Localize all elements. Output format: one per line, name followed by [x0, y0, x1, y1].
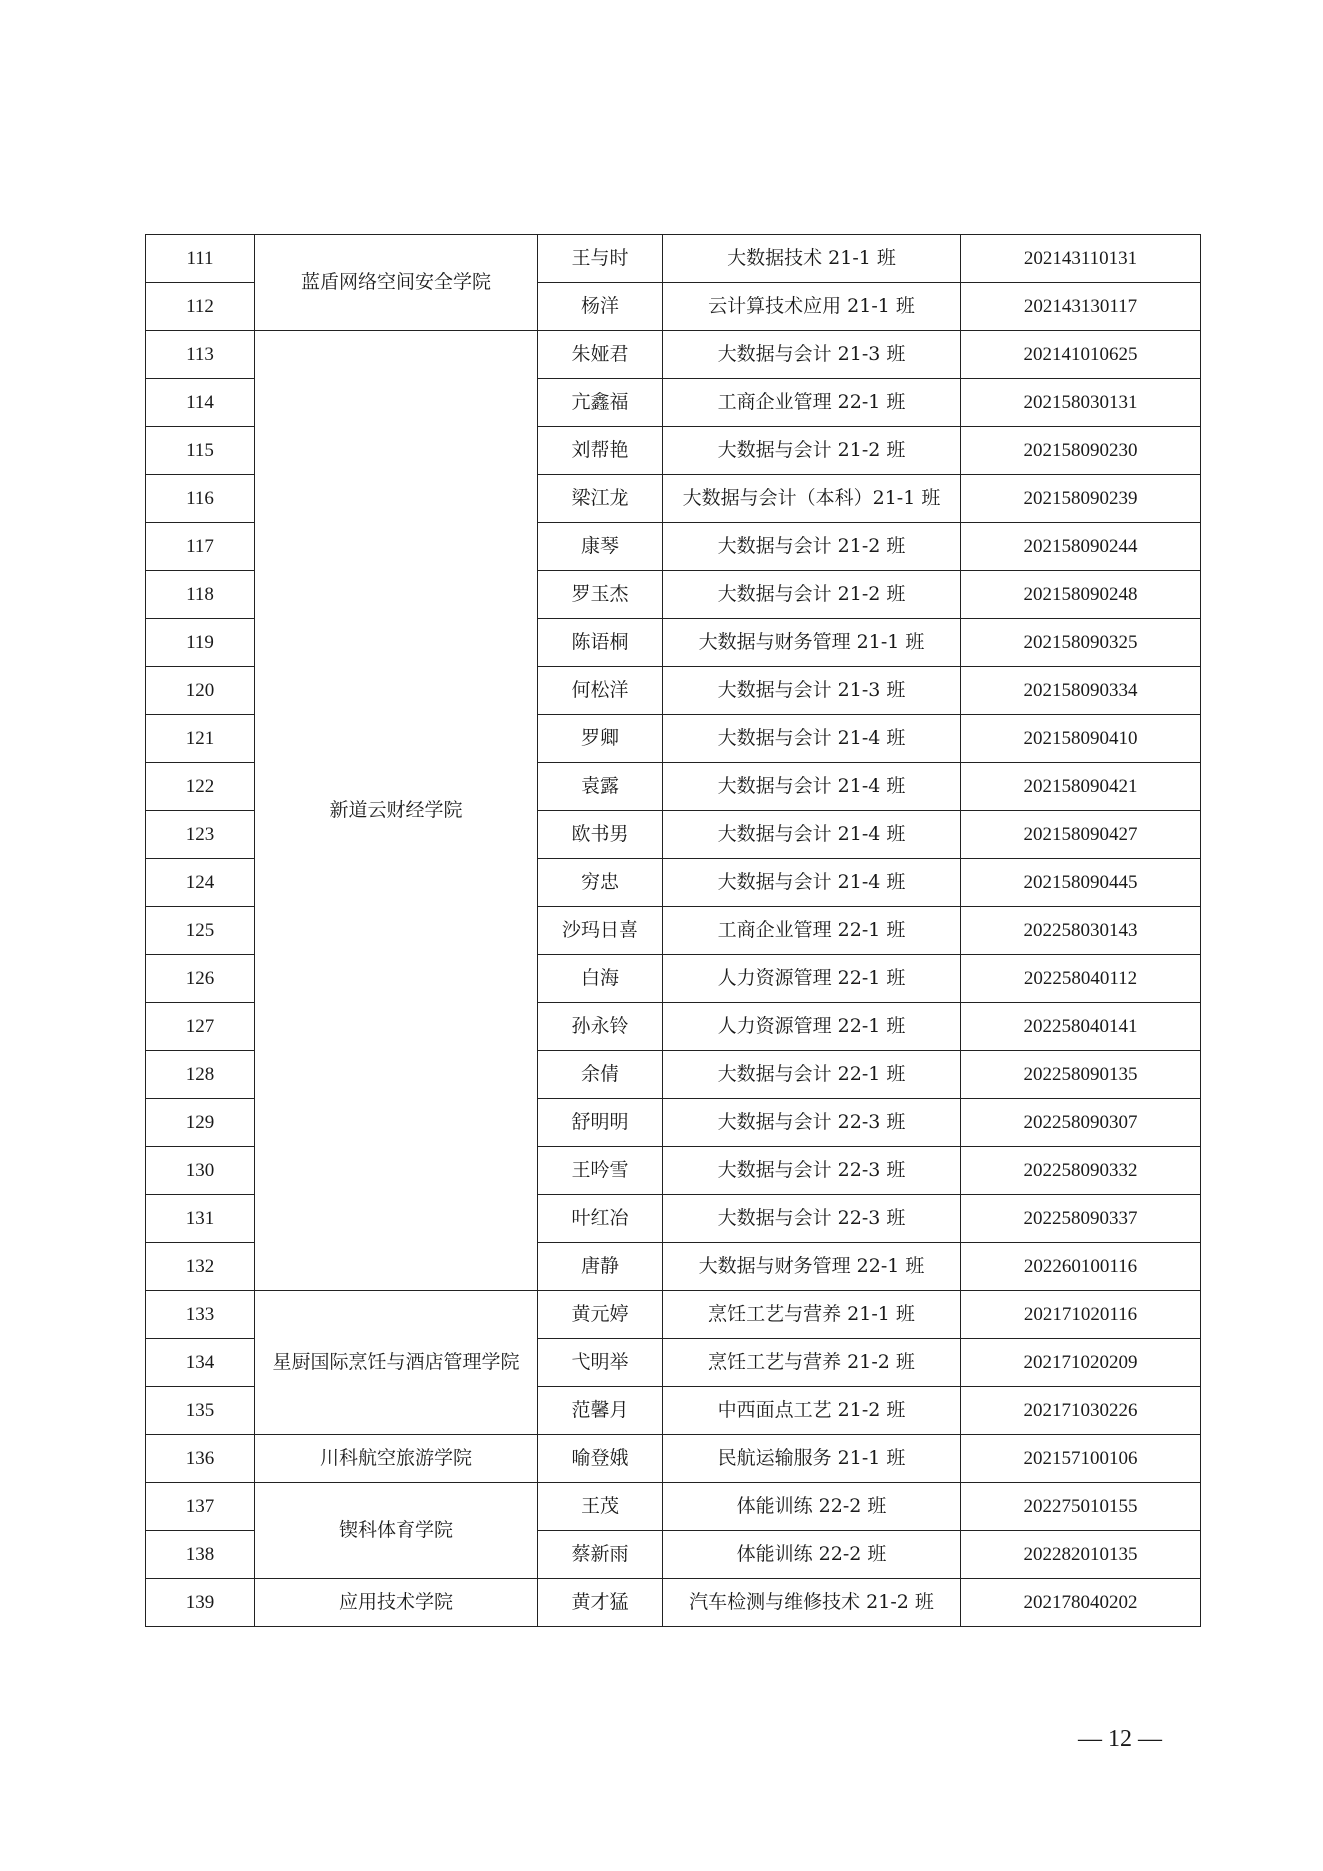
row-number-cell: 134	[146, 1339, 255, 1387]
row-number-cell: 121	[146, 715, 255, 763]
table-row	[146, 1579, 1201, 1627]
row-number-cell: 137	[146, 1483, 255, 1531]
student-name-cell: 罗玉杰	[538, 571, 663, 619]
class-cell: 大数据与会计 21-2 班	[663, 571, 961, 619]
class-cell: 人力资源管理 22-1 班	[663, 955, 961, 1003]
class-cell: 大数据与财务管理 22-1 班	[663, 1243, 961, 1291]
row-number-cell: 128	[146, 1051, 255, 1099]
row-number-cell: 115	[146, 427, 255, 475]
page-number: — 12 —	[1078, 1726, 1162, 1752]
class-cell: 汽车检测与维修技术 21-2 班	[663, 1579, 961, 1627]
class-cell: 大数据与会计 21-3 班	[663, 667, 961, 715]
row-number-cell: 136	[146, 1435, 255, 1483]
student-name-cell: 沙玛日喜	[538, 907, 663, 955]
row-number-cell: 120	[146, 667, 255, 715]
class-cell: 工商企业管理 22-1 班	[663, 379, 961, 427]
student-name-cell: 朱娅君	[538, 331, 663, 379]
class-cell: 烹饪工艺与营养 21-2 班	[663, 1339, 961, 1387]
class-cell: 大数据技术 21-1 班	[663, 235, 961, 283]
class-cell: 大数据与会计 21-4 班	[663, 715, 961, 763]
student-name-cell: 欧书男	[538, 811, 663, 859]
class-cell: 大数据与会计 21-4 班	[663, 859, 961, 907]
table-row	[146, 1483, 1201, 1531]
student-id-cell: 202258090307	[961, 1099, 1201, 1147]
class-cell: 体能训练 22-2 班	[663, 1483, 961, 1531]
student-id-cell: 202258090332	[961, 1147, 1201, 1195]
class-cell: 大数据与会计 21-2 班	[663, 523, 961, 571]
class-cell: 体能训练 22-2 班	[663, 1531, 961, 1579]
student-id-cell: 202258030143	[961, 907, 1201, 955]
row-number-cell: 114	[146, 379, 255, 427]
table-row	[146, 1435, 1201, 1483]
student-id-cell: 202158090239	[961, 475, 1201, 523]
row-number-cell: 139	[146, 1579, 255, 1627]
student-name-cell: 舒明明	[538, 1099, 663, 1147]
student-name-cell: 穷忠	[538, 859, 663, 907]
student-name-cell: 黄元婷	[538, 1291, 663, 1339]
student-id-cell: 202171030226	[961, 1387, 1201, 1435]
row-number-cell: 129	[146, 1099, 255, 1147]
row-number-cell: 126	[146, 955, 255, 1003]
student-id-cell: 202158090248	[961, 571, 1201, 619]
row-number-cell: 132	[146, 1243, 255, 1291]
student-id-cell: 202258090135	[961, 1051, 1201, 1099]
student-id-cell: 202171020209	[961, 1339, 1201, 1387]
student-name-cell: 白海	[538, 955, 663, 1003]
row-number-cell: 117	[146, 523, 255, 571]
class-cell: 大数据与会计 22-3 班	[663, 1195, 961, 1243]
row-number-cell: 127	[146, 1003, 255, 1051]
student-id-cell: 202157100106	[961, 1435, 1201, 1483]
student-name-cell: 袁露	[538, 763, 663, 811]
student-id-cell: 202282010135	[961, 1531, 1201, 1579]
student-name-cell: 王吟雪	[538, 1147, 663, 1195]
class-cell: 大数据与会计 21-4 班	[663, 763, 961, 811]
student-id-cell: 202178040202	[961, 1579, 1201, 1627]
student-id-cell: 202158090325	[961, 619, 1201, 667]
row-number-cell: 119	[146, 619, 255, 667]
student-name-cell: 康琴	[538, 523, 663, 571]
row-number-cell: 130	[146, 1147, 255, 1195]
student-id-cell: 202158090427	[961, 811, 1201, 859]
class-cell: 大数据与财务管理 21-1 班	[663, 619, 961, 667]
table-row	[146, 235, 1201, 283]
class-cell: 烹饪工艺与营养 21-1 班	[663, 1291, 961, 1339]
row-number-cell: 125	[146, 907, 255, 955]
college-cell: 新道云财经学院	[255, 331, 538, 1291]
student-id-cell: 202158090230	[961, 427, 1201, 475]
college-cell: 蓝盾网络空间安全学院	[255, 235, 538, 331]
student-name-cell: 何松洋	[538, 667, 663, 715]
class-cell: 大数据与会计 21-3 班	[663, 331, 961, 379]
student-id-cell: 202171020116	[961, 1291, 1201, 1339]
student-id-cell: 202158090334	[961, 667, 1201, 715]
class-cell: 人力资源管理 22-1 班	[663, 1003, 961, 1051]
row-number-cell: 138	[146, 1531, 255, 1579]
row-number-cell: 135	[146, 1387, 255, 1435]
student-id-cell: 202258040141	[961, 1003, 1201, 1051]
class-cell: 大数据与会计（本科）21-1 班	[663, 475, 961, 523]
row-number-cell: 124	[146, 859, 255, 907]
class-cell: 大数据与会计 22-3 班	[663, 1099, 961, 1147]
college-cell: 川科航空旅游学院	[255, 1435, 538, 1483]
student-name-cell: 杨洋	[538, 283, 663, 331]
student-id-cell: 202143110131	[961, 235, 1201, 283]
student-name-cell: 余倩	[538, 1051, 663, 1099]
college-cell: 锲科体育学院	[255, 1483, 538, 1579]
student-name-cell: 亢鑫福	[538, 379, 663, 427]
row-number-cell: 123	[146, 811, 255, 859]
class-cell: 云计算技术应用 21-1 班	[663, 283, 961, 331]
student-id-cell: 202143130117	[961, 283, 1201, 331]
table-row	[146, 331, 1201, 379]
student-id-cell: 202158090421	[961, 763, 1201, 811]
student-name-cell: 喻登娥	[538, 1435, 663, 1483]
student-id-cell: 202275010155	[961, 1483, 1201, 1531]
student-id-cell: 202258090337	[961, 1195, 1201, 1243]
class-cell: 大数据与会计 22-3 班	[663, 1147, 961, 1195]
student-id-cell: 202158090445	[961, 859, 1201, 907]
student-id-cell: 202158090244	[961, 523, 1201, 571]
student-name-cell: 叶红冶	[538, 1195, 663, 1243]
class-cell: 大数据与会计 21-2 班	[663, 427, 961, 475]
class-cell: 中西面点工艺 21-2 班	[663, 1387, 961, 1435]
student-name-cell: 罗卿	[538, 715, 663, 763]
class-cell: 大数据与会计 21-4 班	[663, 811, 961, 859]
student-name-cell: 刘帮艳	[538, 427, 663, 475]
row-number-cell: 118	[146, 571, 255, 619]
college-cell: 星厨国际烹饪与酒店管理学院	[255, 1291, 538, 1435]
college-cell: 应用技术学院	[255, 1579, 538, 1627]
student-name-cell: 孙永铃	[538, 1003, 663, 1051]
class-cell: 大数据与会计 22-1 班	[663, 1051, 961, 1099]
student-id-cell: 202158090410	[961, 715, 1201, 763]
row-number-cell: 113	[146, 331, 255, 379]
row-number-cell: 112	[146, 283, 255, 331]
student-name-cell: 唐静	[538, 1243, 663, 1291]
student-name-cell: 蔡新雨	[538, 1531, 663, 1579]
class-cell: 民航运输服务 21-1 班	[663, 1435, 961, 1483]
student-name-cell: 范馨月	[538, 1387, 663, 1435]
row-number-cell: 133	[146, 1291, 255, 1339]
student-id-cell: 202158030131	[961, 379, 1201, 427]
row-number-cell: 111	[146, 235, 255, 283]
student-name-cell: 黄才猛	[538, 1579, 663, 1627]
student-name-cell: 弋明举	[538, 1339, 663, 1387]
student-name-cell: 王与时	[538, 235, 663, 283]
table-row	[146, 1291, 1201, 1339]
student-name-cell: 陈语桐	[538, 619, 663, 667]
row-number-cell: 131	[146, 1195, 255, 1243]
student-id-cell: 202258040112	[961, 955, 1201, 1003]
roster-body	[146, 235, 1201, 1627]
student-id-cell: 202141010625	[961, 331, 1201, 379]
row-number-cell: 116	[146, 475, 255, 523]
class-cell: 工商企业管理 22-1 班	[663, 907, 961, 955]
student-id-cell: 202260100116	[961, 1243, 1201, 1291]
student-name-cell: 梁江龙	[538, 475, 663, 523]
roster-table	[145, 234, 1201, 1627]
row-number-cell: 122	[146, 763, 255, 811]
student-name-cell: 王茂	[538, 1483, 663, 1531]
